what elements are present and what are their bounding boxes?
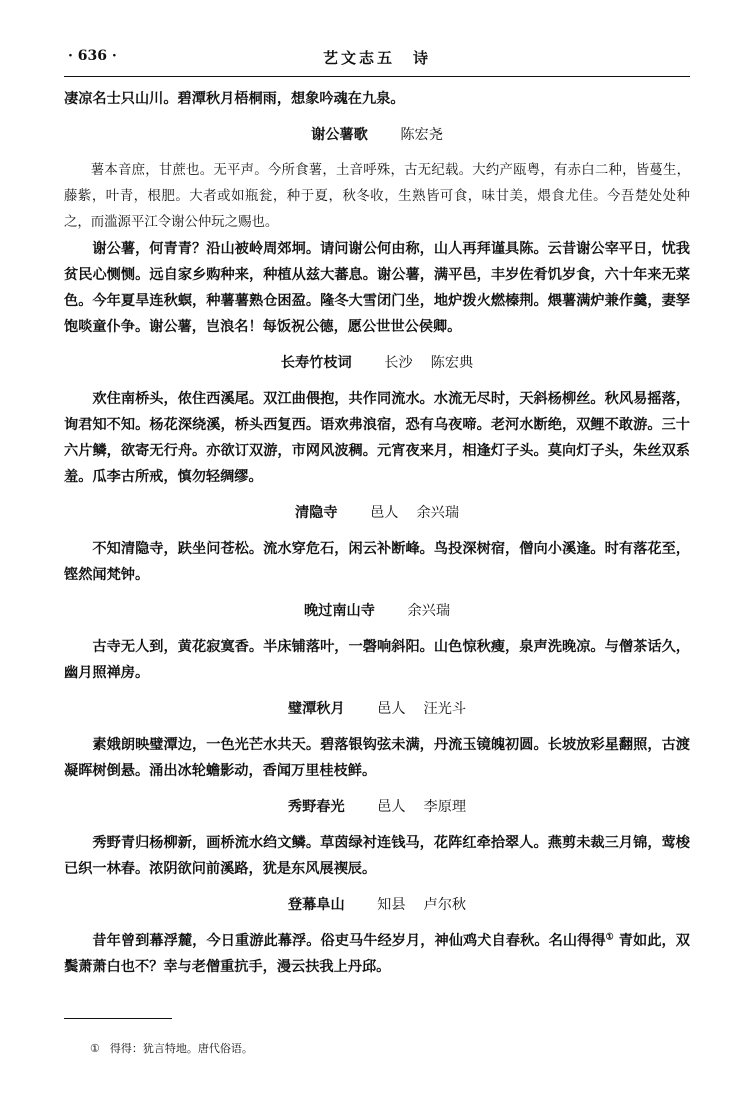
- header-rule: [64, 76, 690, 77]
- poem-place: 邑人: [370, 505, 399, 521]
- poem-body: 不知清隐寺，趺坐问苍松。流水穿危石，闲云补断峰。鸟投深树宿，僧向小溪逢。时有落花至，铿然闻梵钟。: [64, 541, 690, 583]
- poem-heading: [64, 892, 690, 918]
- poem-body: [64, 928, 690, 980]
- footnote-mark: ①: [90, 1042, 100, 1055]
- footnote-text: 得得：犹言特地。唐代俗语。: [109, 1042, 253, 1055]
- poem-body: 素娥朗映璧潭边，一色光芒水共天。碧落银钩弦未满，丹流玉镜魄初圆。长坡放彩星翻照，古渡凝晖树倒悬。涌出冰轮蟾影动，香闻万里桂枝鲜。: [64, 737, 690, 779]
- intro-line: 凄凉名士只山川。碧潭秋月梧桐雨，想象吟魂在九泉。: [64, 91, 405, 107]
- poem-title: 清隐寺: [294, 505, 338, 521]
- poem-body-part: 昔年曾到幕浮麓，今日重游此幕浮。俗吏马牛经岁月，神仙鸡犬自春秋。名山得得: [92, 933, 606, 949]
- poem-author: 卢尔秋: [423, 897, 467, 913]
- poem-author: 李原理: [423, 799, 467, 815]
- poem-place: 邑人: [377, 799, 406, 815]
- page-content: [64, 86, 690, 980]
- poem-place: 知县: [377, 897, 406, 913]
- poem-place: 邑人: [377, 701, 406, 717]
- poem-author: 陈宏尧: [400, 127, 443, 143]
- poem-author: 余兴瑞: [416, 505, 460, 521]
- poem-heading: [64, 500, 690, 526]
- poem-author: 余兴瑞: [407, 603, 451, 619]
- poem-heading: [64, 696, 690, 722]
- footnote: [90, 1040, 253, 1056]
- poem-body: 谢公薯，何青青？沿山被岭周郊坰。请问谢公何由称，山人再拜谨具陈。云昔谢公宰平日，忧我贫民心恻恻。远自家乡购种来，种植从兹大蕃息。谢公薯，满平邑，丰岁佐肴饥岁食，六十年来无菜色。今年夏旱连秋螟，种薯薯熟仓困盈。隆冬大雪闭门坐，地炉拨火燃榛荆。煨薯满炉兼作羹，妻孥饱啖童仆争。谢公薯，岂浪名！每饭祝公德，愿公世世公侯卿。: [64, 241, 690, 335]
- poem-author: 陈宏典: [430, 355, 474, 371]
- poem-heading: [64, 598, 690, 624]
- poem-preface: 薯本音庶，甘蔗也。无平声。今所食薯，土音呼殊，古无纪载。大约产瓯粤，有赤白二种，皆蔓生，藤紫，叶青，根肥。大者或如瓶瓮，种于夏，秋冬收，生熟皆可食，味甘美，煨食尤佳。今吾楚处处种之，而滥源平江令谢公仲玩之赐也。: [64, 163, 690, 230]
- poem-title: 谢公薯歌: [311, 127, 368, 143]
- poem-author: 汪光斗: [423, 701, 467, 717]
- poem-place: 长沙: [384, 355, 413, 371]
- page-header: [64, 42, 690, 76]
- poem-body-part: 青如此，双鬓萧萧白也不？幸与老僧重抗手，漫云扶我上丹邱。: [64, 933, 690, 975]
- poem-title: 登幕阜山: [287, 897, 345, 913]
- poem-title: 璧潭秋月: [287, 701, 345, 717]
- poem-body: 秀野青归杨柳新，画桥流水绉文鳞。草茵绿衬连钱马，花阵红牵拾翠人。燕剪未裁三月锦，莺梭已织一林春。浓阴欲问前溪路，犹是东风展禊辰。: [64, 835, 690, 877]
- page-number: · 636 ·: [68, 48, 117, 64]
- poem-title: 秀野春光: [287, 799, 345, 815]
- footnote-rule: [64, 1018, 172, 1019]
- poem-body: 古寺无人到，黄花寂寞香。半床铺落叶，一磬响斜阳。山色惊秋瘦，泉声洗晚凉。与僧茶话久，幽月照禅房。: [64, 639, 690, 681]
- poem-title: 晚过南山寺: [303, 603, 375, 619]
- running-title: 艺文志五 诗: [322, 49, 431, 67]
- poem-body: 欢住南桥头，侬住西溪尾。双江曲偎抱，共作同流水。水流无尽时，天斜杨柳丝。秋风易摇落，询君知不知。杨花深绕溪，桥头西复西。语欢弗浪宿，恐有乌夜啼。老河水断绝，双鲤不敢游。三十六片鳞，欲寄无行舟。亦欲订双游，市网风波稠。元宵夜来月，相逢灯子头。莫向灯子头，朱丝双系羞。瓜李古所戒，慎勿轻绸缪。: [64, 391, 690, 485]
- poem-title: 长寿竹枝词: [280, 355, 352, 371]
- poem-heading: [64, 122, 690, 148]
- poem-heading: [64, 350, 690, 376]
- poem-heading: [64, 794, 690, 820]
- footnote-reference[interactable]: ①: [605, 932, 614, 943]
